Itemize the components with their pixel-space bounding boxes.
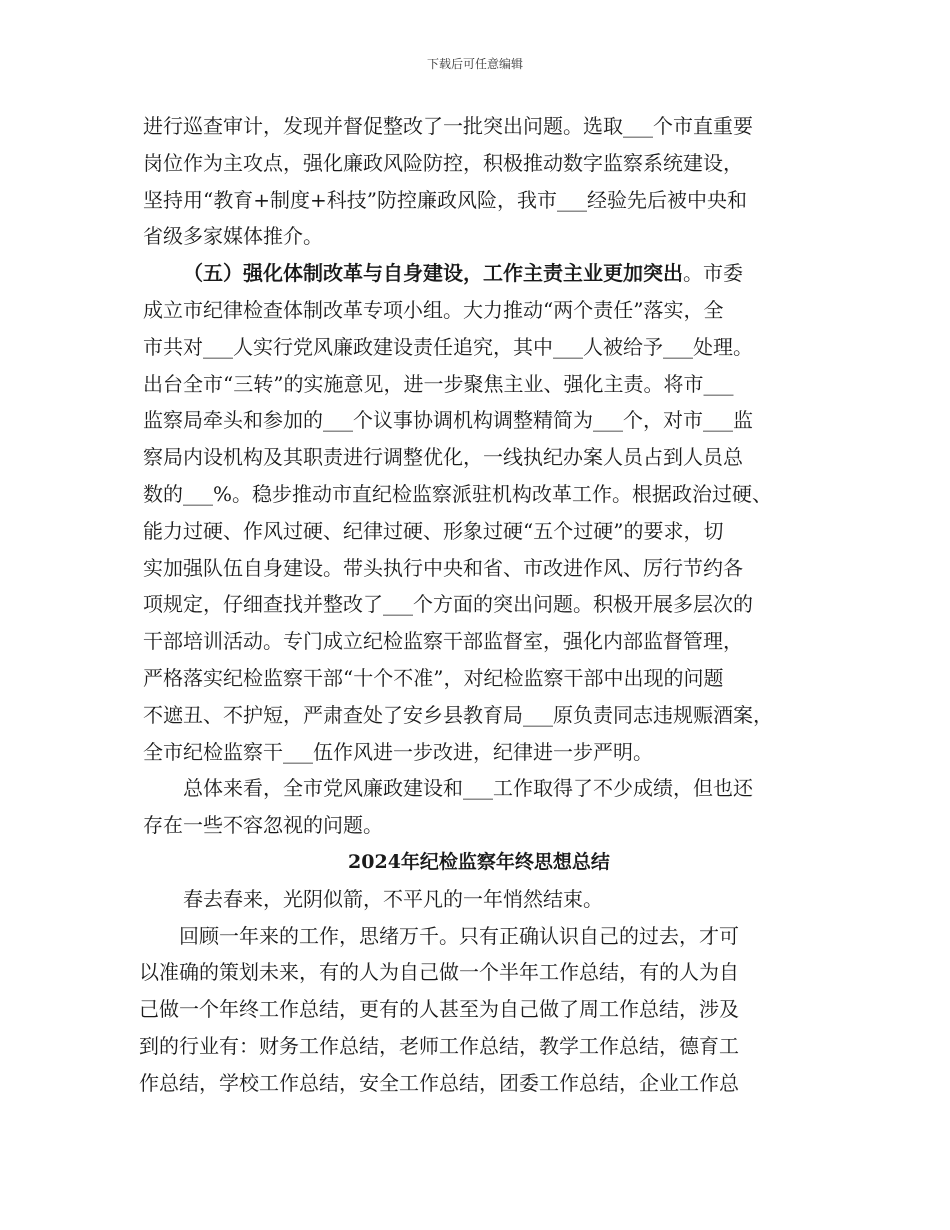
section-five-first-line (143, 255, 815, 292)
section-five-heading: （五）强化体制改革与自身建设，工作主责主业更加突出 (183, 261, 683, 286)
text-line: 存在一些不容忽视的问题。 (143, 813, 383, 838)
text-line: 作总结，学校工作总结，安全工作总结，团委工作总结，企业工作总 (139, 1070, 739, 1095)
text-line: 数的___%。稳步推动市直纪检监察派驻机构改革工作。根据政治过硬、 (143, 481, 773, 506)
text-line: 进行巡查审计，发现并督促整改了一批突出问题。选取___个市直重要 (143, 114, 753, 138)
article-title: 2024年纪检监察年终思想总结 (348, 850, 610, 873)
previous-section-text (143, 108, 815, 255)
text-line: 项规定，仔细查找并整改了___个方面的突出问题。积极开展多层次的 (143, 592, 753, 617)
text-line: 己做一个年终工作总结，更有的人甚至为自己做了周工作总结，涉及 (139, 997, 739, 1022)
text-line: 市共对___人实行党风廉政建设责任追究，其中___人被给予___处理。 (143, 334, 753, 359)
summary-paragraph (143, 770, 815, 844)
text-line: 岗位作为主攻点，强化廉政风险防控，积极推动数字监察系统建设， (143, 150, 743, 175)
article-paragraph-2 (139, 918, 815, 1102)
text-line: 坚持用“教育+制度+科技”防控廉政风险，我市___经验先后被中央和 (143, 187, 747, 212)
text-line: 出台全市“三转”的实施意见，进一步聚焦主业、强化主责。将市___ (143, 371, 734, 396)
text-line: 省级多家媒体推介。 (143, 224, 323, 249)
text-line: 察局内设机构及其职责进行调整优化，一线执纪办案人员占到人员总 (143, 445, 743, 470)
text-line: 能力过硬、作风过硬、纪律过硬、形象过硬“五个过硬”的要求，切 (143, 518, 724, 543)
text-line: 不遮丑、不护短，严肃查处了安乡县教育局___原负责同志违规赈酒案， (143, 702, 773, 727)
text-line: 总体来看，全市党风廉政建设和___工作取得了不少成绩，但也还 (183, 776, 753, 801)
text-line: 实加强队伍自身建设。带头执行中央和省、市改进作风、厉行节约各 (143, 555, 743, 580)
text-line: 监察局牵头和参加的___个议事协调机构调整精简为___个，对市___监 (143, 408, 753, 433)
section-five (143, 255, 815, 770)
text-line: 回顾一年来的工作，思绪万千。只有正确认识自己的过去，才可 (179, 923, 739, 948)
text-line: 干部培训活动。专门成立纪检监察干部监督室，强化内部监督管理， (143, 629, 743, 654)
document-body (139, 108, 815, 1102)
text-line: 以准确的策划未来，有的人为自己做一个半年工作总结，有的人为自 (139, 960, 739, 985)
text-line: 成立市纪律检查体制改革专项小组。大力推动“两个责任”落实，全 (143, 297, 724, 322)
text-line: 严格落实纪检监察干部“十个不准”，对纪检监察干部中出现的问题 (143, 665, 724, 690)
page-header: 下载后可任意编辑 (426, 57, 523, 71)
section-five-heading-tail: 。市委 (683, 261, 743, 286)
text-line: 全市纪检监察干___伍作风进一步改进，纪律进一步严明。 (143, 739, 653, 764)
text-line: 到的行业有：财务工作总结，老师工作总结，教学工作总结，德育工 (139, 1033, 739, 1058)
article-paragraph-1: 春去春来，光阴似箭，不平凡的一年悄然结束。 (183, 886, 603, 911)
